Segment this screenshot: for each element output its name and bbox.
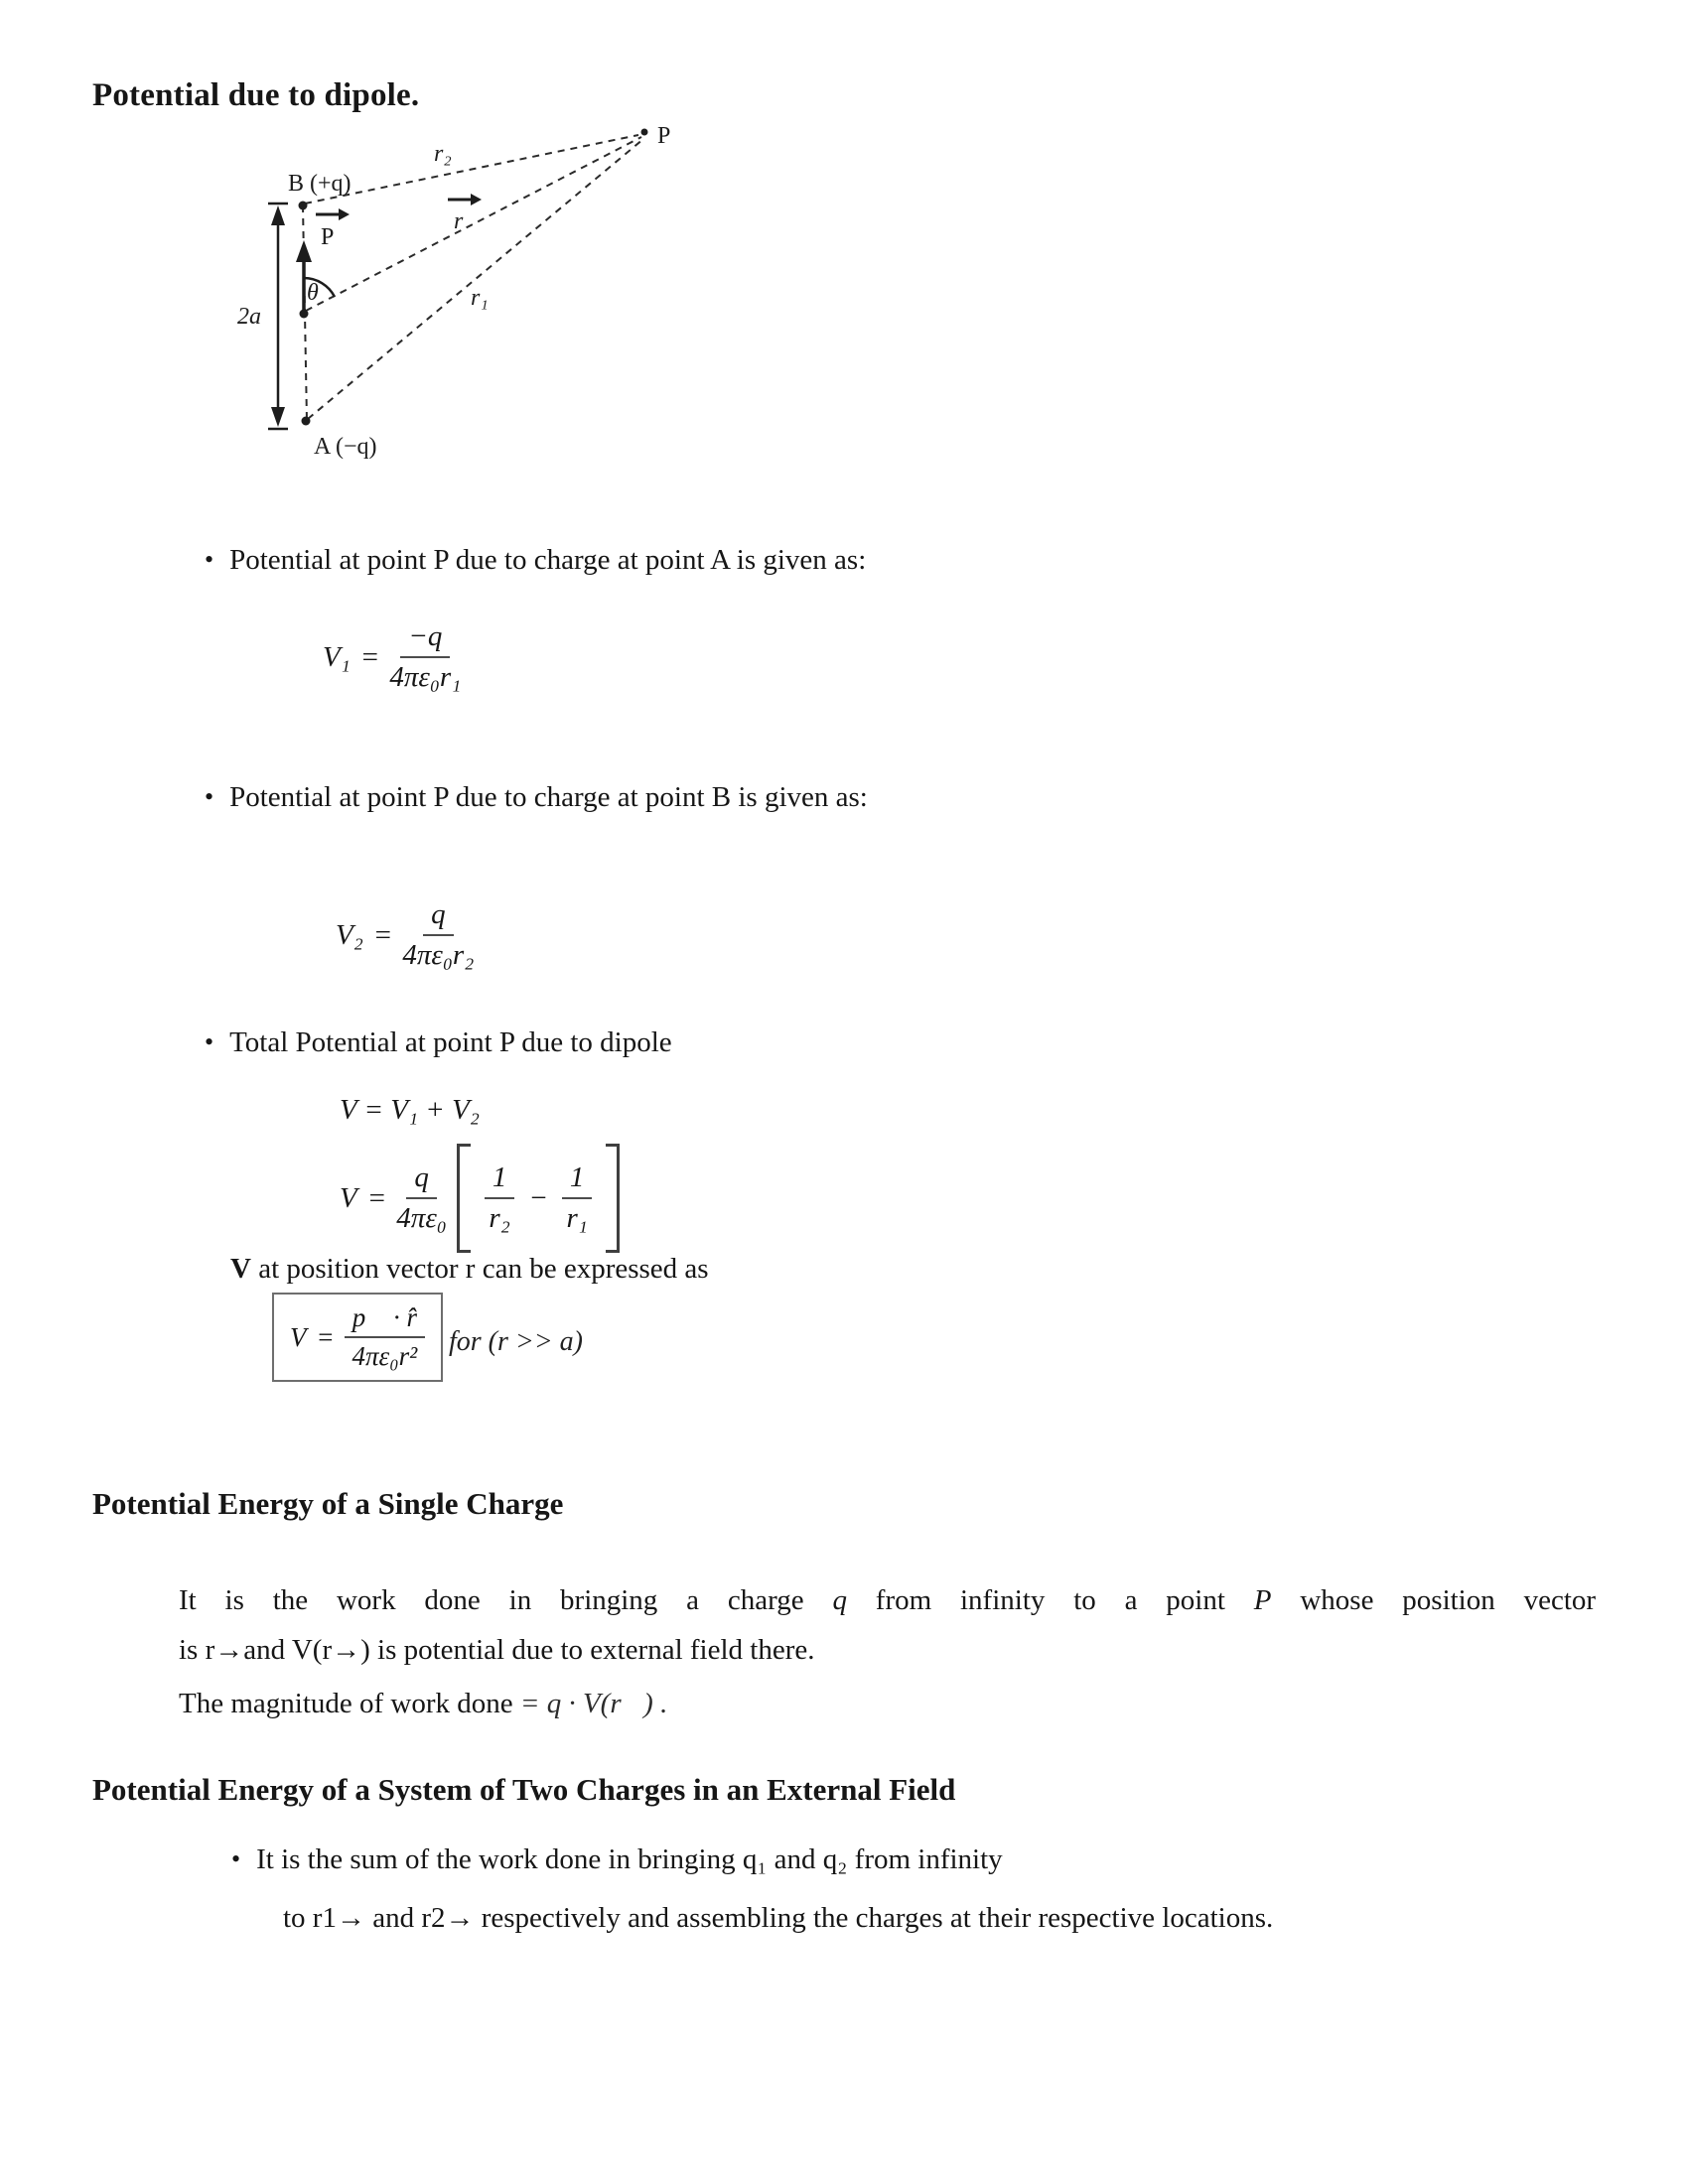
bullet-two-charges-line2: to r1→ and r2→ respectively and assembling the charges at their respective locations. [283,1902,1274,1934]
bullet-text: It is the sum of the work done in bringing q₁ and q₂ from infinity [256,1843,1003,1875]
right-bracket [606,1144,620,1253]
fraction-denominator: r₂ [489,1202,510,1234]
fraction-numerator: 1 [485,1161,515,1199]
var-q: q [832,1584,847,1616]
equation-v1 [323,620,461,694]
para-segment: whose position vector [1300,1584,1597,1616]
point-a [302,417,311,426]
eq-lhs: V [340,1181,357,1214]
bullet-text: Potential at point P due to charge at point B is given as: [229,781,868,813]
fraction-denominator: r₁ [566,1202,588,1234]
expressed-text: at position vector r can be expressed as [258,1253,709,1285]
equals-sign: = [359,640,380,673]
label-r2: r₂ [434,141,452,167]
fraction-denominator: 4πε₀r² [352,1341,418,1371]
label-r1: r₁ [471,285,489,311]
equation-dipole-boxed [272,1293,443,1382]
eq-lhs: V [290,1321,307,1352]
page-title: Potential due to dipole. [92,77,420,113]
label-r-vector: r [454,208,464,234]
work-done-text: The magnitude of work done [179,1688,513,1719]
equals-sign: = [372,918,393,951]
equation-total [340,1144,620,1253]
line-a-to-p [308,139,643,419]
fraction [396,1161,447,1235]
bullet-total-potential [205,1025,672,1059]
eq-lhs: V₁ [323,640,351,673]
measure-up-arrowhead [271,205,285,225]
fraction-numerator: q [423,898,454,936]
diagram-dashed-lines [303,135,643,421]
para-segment: from infinity to a point [875,1584,1225,1616]
label-p: P [657,123,671,149]
fraction [389,620,461,694]
bullet-potential-a [205,543,866,577]
dipole-diagram [184,99,720,486]
label-b-charge: B (+q) [288,171,352,197]
left-bracket [457,1144,471,1253]
bullet-marker: • [205,545,214,574]
r-vector-arrowhead [471,194,482,205]
fraction-denominator: 4πε₀r₂ [402,939,475,971]
fraction [402,898,474,972]
fraction-numerator: p⃗ · r̂ [345,1302,425,1338]
expressed-line [230,1253,709,1286]
fraction [345,1302,425,1372]
section-heading-single-charge: Potential Energy of a Single Charge [92,1486,564,1521]
bullet-marker: • [205,1027,214,1056]
bullet-marker: • [205,782,214,811]
bullet-potential-b [205,780,868,814]
equation-sum [340,1094,480,1127]
section-heading-two-charges: Potential Energy of a System of Two Charges in an External Field [92,1772,956,1807]
equals-sign: = [366,1181,387,1214]
bullet-text: Total Potential at point P due to dipole [229,1026,672,1058]
fraction-term2 [562,1161,593,1235]
moment-arrowhead [296,240,312,262]
paragraph-line-2: is r→and V(r→) is potential due to external field there. [179,1634,815,1666]
fraction-term1 [485,1161,515,1235]
fraction-denominator: 4πε₀ [396,1202,447,1234]
bullet-two-charges [231,1843,1003,1876]
measure-down-arrowhead [271,407,285,427]
fraction-numerator: q [406,1161,437,1199]
label-a-charge: A (−q) [314,434,377,460]
p-vector-arrowhead [339,208,350,220]
paragraph-line-1 [179,1584,1596,1617]
work-done-line [179,1688,667,1720]
point-center [300,310,309,319]
equation-v2 [336,898,474,972]
equation-condition: for (r >> a) [449,1326,584,1357]
work-done-formula: = q · V(r⃗) . [519,1688,668,1719]
fraction-numerator: 1 [562,1161,593,1199]
expressed-v: V [230,1253,251,1285]
label-2a: 2a [237,304,261,330]
fraction-denominator: 4πε₀r₁ [389,661,462,693]
bullet-text: Potential at point P due to charge at point A is given as: [229,544,867,576]
point-p [641,129,648,136]
label-p-vector: P [321,224,335,250]
bullet-marker: • [231,1844,241,1873]
point-b [299,202,308,210]
equals-sign: = [316,1321,335,1352]
fraction-numerator: −q [400,620,450,658]
minus-sign: − [528,1181,548,1214]
eq-lhs: V₂ [336,918,363,951]
length-measure-2a [268,204,288,429]
para-segment: It is the work done in bringing a charge [179,1584,804,1616]
label-theta: θ [307,280,319,306]
eq-text: V = V₁ + V₂ [340,1094,480,1126]
var-p: P [1253,1584,1272,1616]
line-b-to-p [305,135,638,204]
